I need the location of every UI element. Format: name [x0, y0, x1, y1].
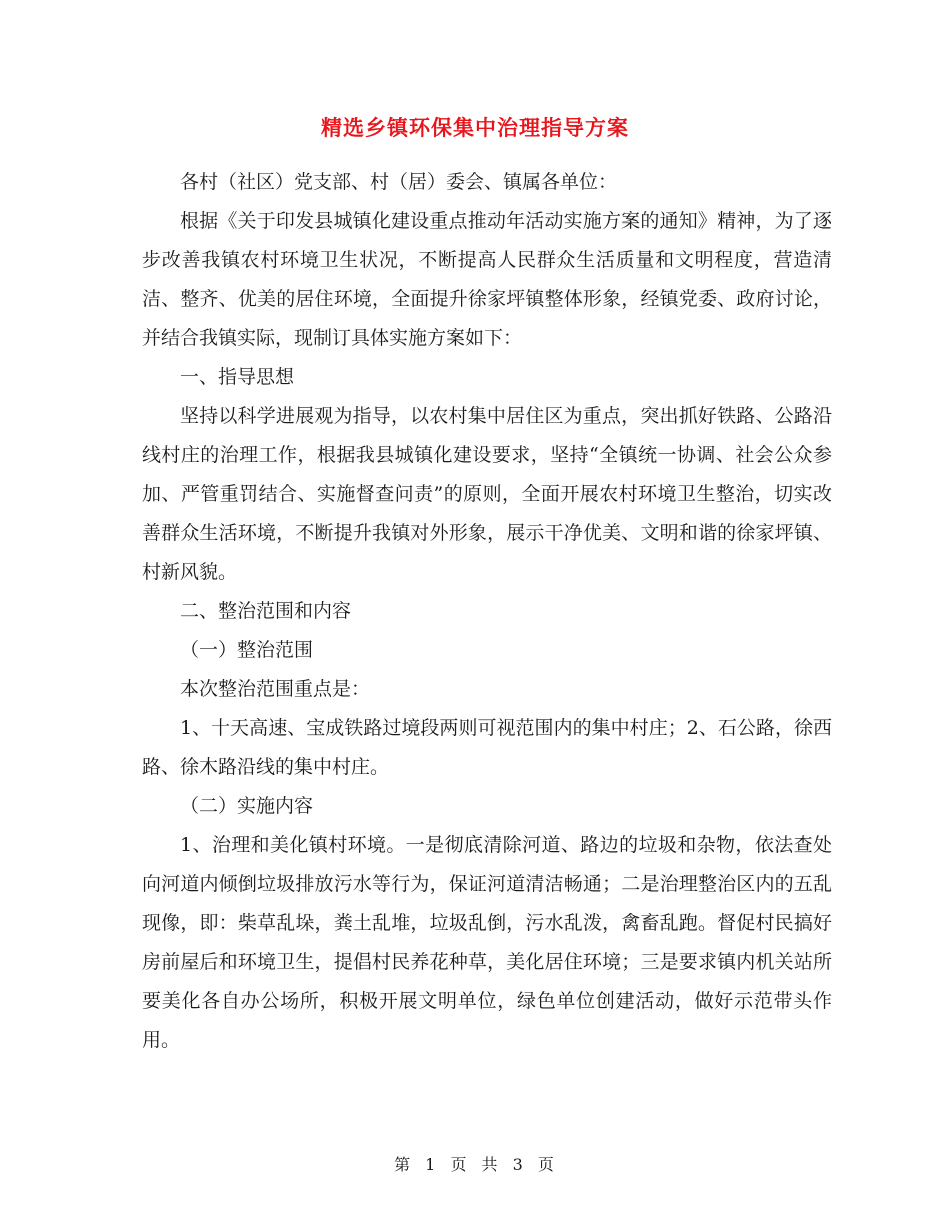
guiding-ideology-paragraph: 坚持以科学进展观为指导，以农村集中居住区为重点，突出抓好铁路、公路沿线村庄的治理工作，根据我县城镇化建设要求，坚持“全镇统一协调、社会公众参加、严管重罚结合、实施督查问责”的原则，全面开展农村环境卫生整治，切实改善群众生活环境，不断提升我镇对外形象，展示干净优美、文明和谐的徐家坪镇、村新风貌。 [142, 405, 832, 583]
scope-list-paragraph: 1、十天高速、宝成铁路过境段两则可视范围内的集中村庄；2、石公路，徐西路、徐木路沿线的集中村庄。 [142, 717, 832, 778]
subsection-heading-scope: （一）整治范围 [180, 639, 314, 661]
document-title: 精选乡镇环保集中治理指导方案 [321, 115, 629, 140]
content-item-1-paragraph: 1、治理和美化镇村环境。一是彻底清除河道、路边的垃圾和杂物，依法查处向河道内倾倒垃圾排放污水等行为，保证河道清洁畅通；二是治理整治区内的五乱现像，即：柴草乱垛，粪土乱堆，垃圾乱倒，污水乱泼，禽畜乱跑。督促村民搞好房前屋后和环境卫生，提倡村民养花种草，美化居住环境；三是要求镇内机关站所要美化各自办公场所，积极开展文明单位，绿色单位创建活动，做好示范带头作用。 [142, 834, 832, 1051]
page-footer: 第 1 页 共 3 页 [394, 1155, 556, 1174]
salutation-paragraph: 各村（社区）党支部、村（居）委会、镇属各单位： [180, 171, 618, 193]
document-body [142, 163, 832, 1060]
intro-paragraph: 根据《关于印发县城镇化建设重点推动年活动实施方案的通知》精神，为了逐步改善我镇农村环境卫生状况，不断提高人民群众生活质量和文明程度，营造清洁、整齐、优美的居住环境，全面提升徐家坪镇整体形象，经镇党委、政府讨论，并结合我镇实际，现制订具体实施方案如下： [142, 210, 832, 349]
scope-intro-paragraph: 本次整治范围重点是： [180, 678, 371, 700]
subsection-heading-content: （二）实施内容 [180, 795, 314, 817]
section-heading-scope-content: 二、整治范围和内容 [180, 600, 352, 622]
section-heading-guiding-ideology: 一、指导思想 [180, 366, 295, 388]
